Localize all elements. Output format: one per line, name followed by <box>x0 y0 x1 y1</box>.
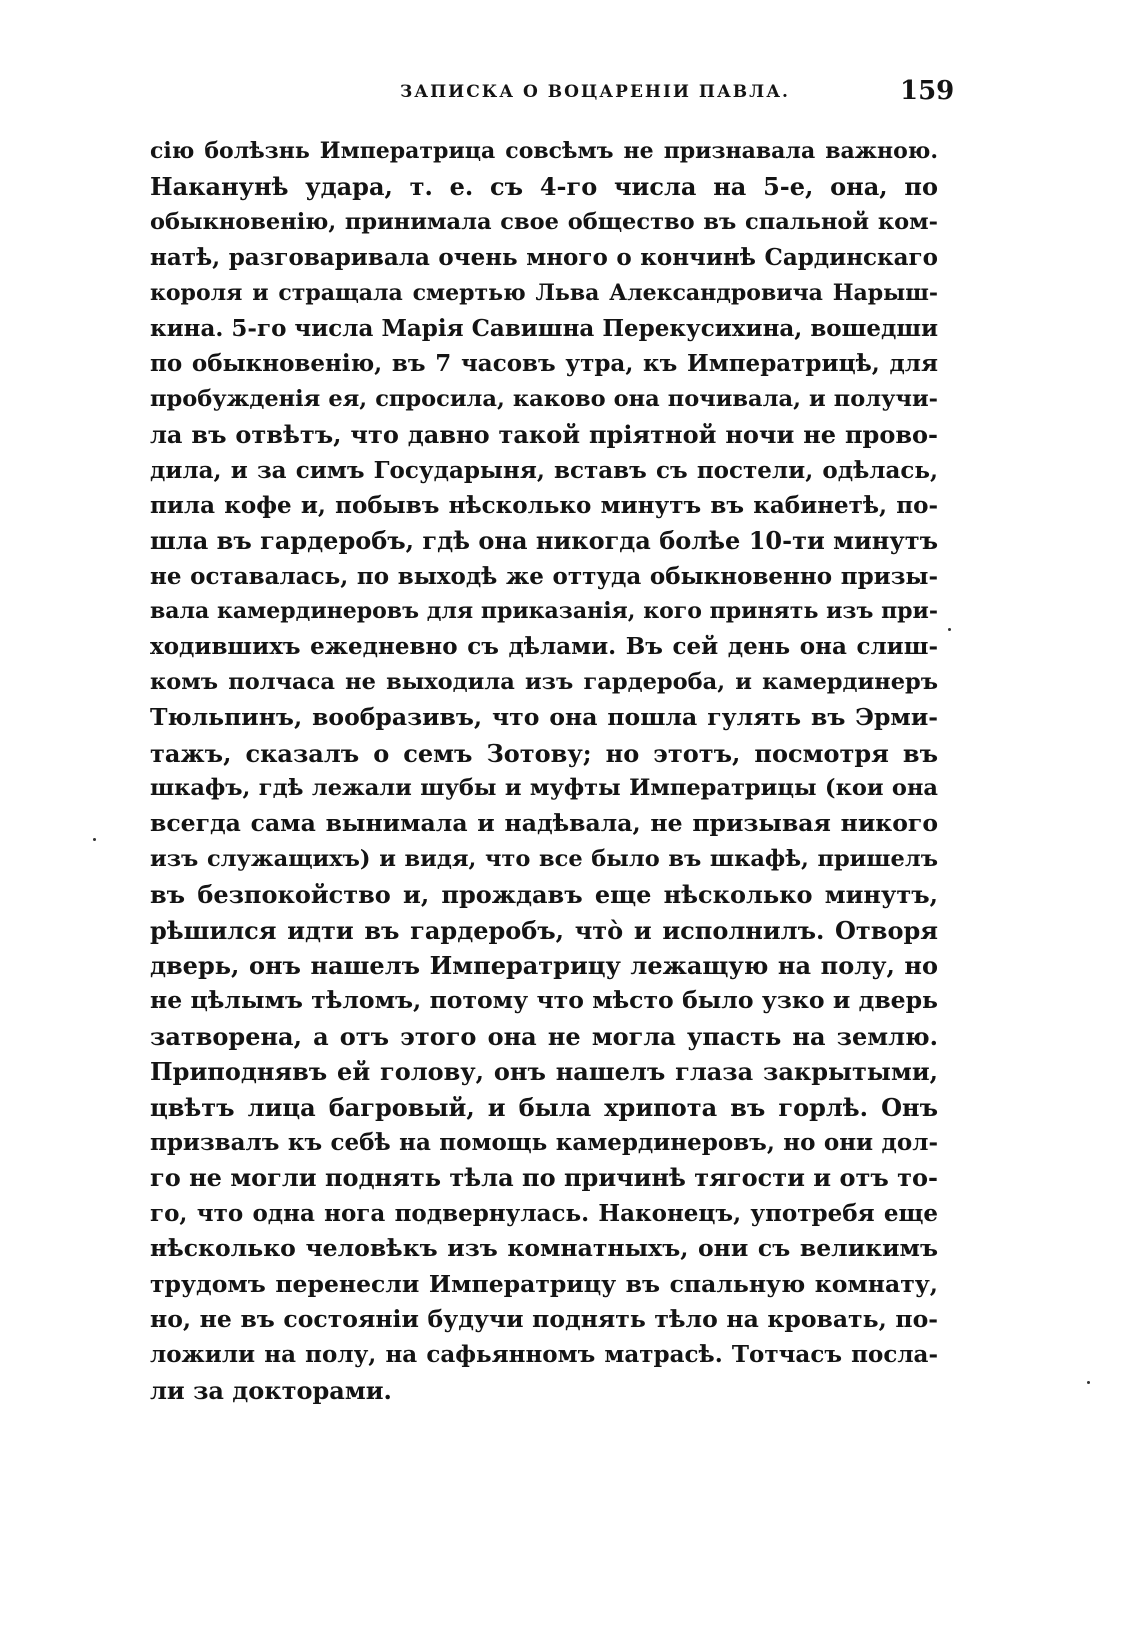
text-line: призвалъ къ себѣ на помощь камердинеровъ, но они дол- <box>150 1128 938 1156</box>
scan-speck <box>93 838 96 841</box>
page-number: 159 <box>900 76 955 106</box>
text-line: тажъ, сказалъ о семъ Зотову; но этотъ, посмотря въ <box>150 738 938 768</box>
text-line: комъ полчаса не выходила изъ гардероба, и камердинеръ <box>150 668 938 695</box>
text-line-last: ли за докторами. <box>150 1375 392 1405</box>
text-line: го не могли поднять тѣла по причинѣ тягости и отъ то- <box>150 1163 938 1193</box>
text-line: не оставалась, по выходѣ же оттуда обыкновенно призы- <box>150 562 938 590</box>
body-text <box>150 134 938 1408</box>
text-line: не цѣлымъ тѣломъ, потому что мѣсто было узко и дверь <box>150 986 938 1015</box>
text-line: дила, и за симъ Государыня, вставъ съ постели, одѣлась, <box>150 456 938 484</box>
text-line: обыкновенію, принимала свое общество въ спальной ком- <box>150 208 938 235</box>
text-line: пробужденія ея, спросила, каково она почивала, и получи- <box>150 385 938 412</box>
text-line: Приподнявъ ей голову, онъ нашелъ глаза закрытыми, <box>150 1057 938 1087</box>
text-line: шла въ гардеробъ, гдѣ она никогда болѣе 10-ти минутъ <box>150 526 938 556</box>
text-line: въ безпокойство и, прождавъ еще нѣсколько минутъ, <box>150 880 938 910</box>
text-line: но, не въ состояніи будучи поднять тѣло на кровать, по- <box>150 1304 938 1333</box>
text-line: по обыкновенію, въ 7 часовъ утра, къ Императрицѣ, для <box>150 350 938 378</box>
text-line: ла въ отвѣтъ, что давно такой пріятной ночи не прово- <box>150 420 938 450</box>
text-line: трудомъ перенесли Императрицу въ спальную комнату, <box>150 1269 938 1298</box>
text-line: ходившихъ ежедневно съ дѣлами. Въ сей день она слиш- <box>150 633 938 661</box>
text-line: вала камердинеровъ для приказанія, кого принять изъ при- <box>150 598 938 625</box>
text-line: цвѣтъ лица багровый, и была хрипота въ горлѣ. Онъ <box>150 1092 938 1122</box>
text-line: го, что одна нога подвернулась. Наконецъ, употребя еще <box>150 1199 938 1227</box>
text-line: сію болѣзнь Императрица совсѣмъ не признавала важною. <box>150 138 938 164</box>
text-line: короля и стращала смертью Льва Александровича Нарыш- <box>150 279 938 306</box>
text-line: изъ служащихъ) и видя, что все было въ шкафѣ, пришелъ <box>150 845 938 872</box>
text-line: кина. 5-го числа Марія Савишна Перекусихина, вошедши <box>150 314 939 342</box>
text-line: Тюльпинъ, вообразивъ, что она пошла гулять въ Эрми- <box>150 703 938 732</box>
scan-speck <box>1087 1381 1090 1384</box>
text-line: затворена, а отъ этого она не могла упасть на землю. <box>150 1021 938 1051</box>
text-line: всегда сама вынимала и надѣвала, не призывая никого <box>150 809 938 838</box>
text-line: шкафъ, гдѣ лежали шубы и муфты Императрицы (кои она <box>150 775 938 802</box>
text-line: ложили на полу, на сафьянномъ матрасѣ. Тотчасъ посла- <box>150 1341 938 1369</box>
text-line: Наканунѣ удара, т. е. съ 4-го числа на 5-е, она, по <box>150 172 938 202</box>
text-line: пила кофе и, побывъ нѣсколько минутъ въ кабинетѣ, по- <box>150 491 938 519</box>
text-line: дверь, онъ нашелъ Императрицу лежащую на полу, но <box>150 950 938 980</box>
scan-speck <box>948 628 951 631</box>
running-title: ЗАПИСКА О ВОЦАРЕНІИ ПАВЛА. <box>400 82 790 102</box>
text-line: натѣ, разговаривала очень много о кончинѣ Сардинскаго <box>150 244 938 272</box>
text-line: нѣсколько человѣкъ изъ комнатныхъ, они съ великимъ <box>150 1234 938 1263</box>
text-line: рѣшился идти въ гардеробъ, чтò и исполнилъ. Отворя <box>150 915 938 945</box>
